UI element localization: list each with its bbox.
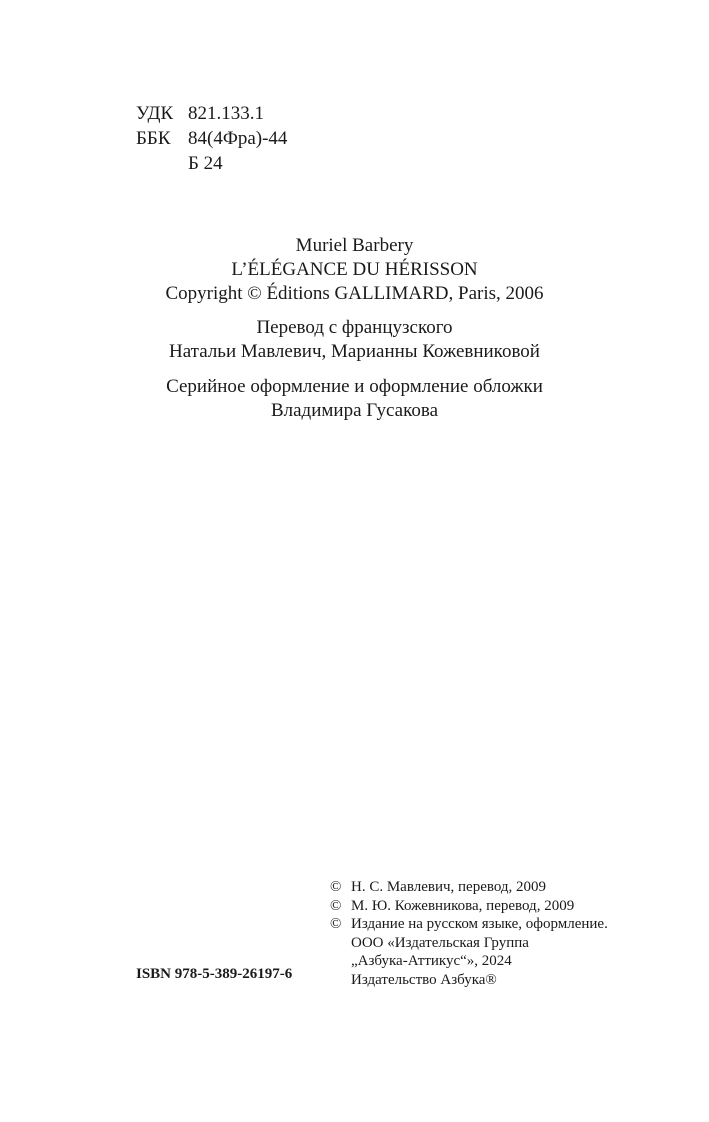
- copyright-notice: [330, 897, 608, 916]
- translation-line-1: Перевод с французского: [256, 317, 453, 338]
- translation-line-2: Натальи Мавлевич, Марианны Кожевниковой: [169, 341, 540, 362]
- copyright-text: Н. С. Мавлевич, перевод, 2009: [351, 879, 547, 895]
- author-mark-row: [136, 151, 287, 176]
- design-credit-block: [0, 375, 709, 423]
- udk-value: 821.133.1: [188, 103, 264, 124]
- udk-row: [136, 101, 287, 126]
- design-line-1: Серийное оформление и оформление обложки: [166, 376, 543, 397]
- copyright-text: М. Ю. Кожевникова, перевод, 2009: [351, 897, 575, 914]
- publisher-line: [330, 934, 608, 953]
- copyright-text: Издание на русском языке, оформление.: [351, 916, 608, 932]
- bbk-value: 84(4Фра)-44: [188, 128, 288, 149]
- publisher-line: [330, 971, 608, 990]
- original-copyright: Copyright © Éditions GALLIMARD, Paris, 2006: [165, 283, 544, 304]
- copyright-notice: [330, 915, 608, 934]
- original-author: Muriel Barbery: [295, 235, 414, 256]
- design-line-2: Владимира Гусакова: [270, 400, 439, 421]
- copyright-symbol: ©: [330, 879, 342, 895]
- copyright-symbol: ©: [330, 897, 342, 914]
- original-title: L’ÉLÉGANCE DU HÉRISSON: [231, 259, 478, 280]
- translation-credit-block: [0, 316, 709, 364]
- bbk-label: ББК: [136, 128, 171, 149]
- copyright-symbol: ©: [330, 916, 342, 932]
- copyright-notice: [330, 878, 608, 897]
- publisher-line: [330, 952, 608, 971]
- publisher-text: Издательство Азбука®: [351, 971, 497, 988]
- copyright-notices: [330, 878, 608, 989]
- catalog-codes: [136, 101, 287, 176]
- isbn: ISBN 978-5-389-26197-6: [136, 966, 293, 982]
- author-mark: Б 24: [188, 153, 223, 174]
- udk-label: УДК: [136, 103, 174, 124]
- publisher-text: „Азбука-Аттикус“», 2024: [351, 953, 512, 969]
- bbk-row: [136, 126, 287, 151]
- original-edition-block: [0, 234, 709, 306]
- publisher-text: ООО «Издательская Группа: [351, 934, 529, 951]
